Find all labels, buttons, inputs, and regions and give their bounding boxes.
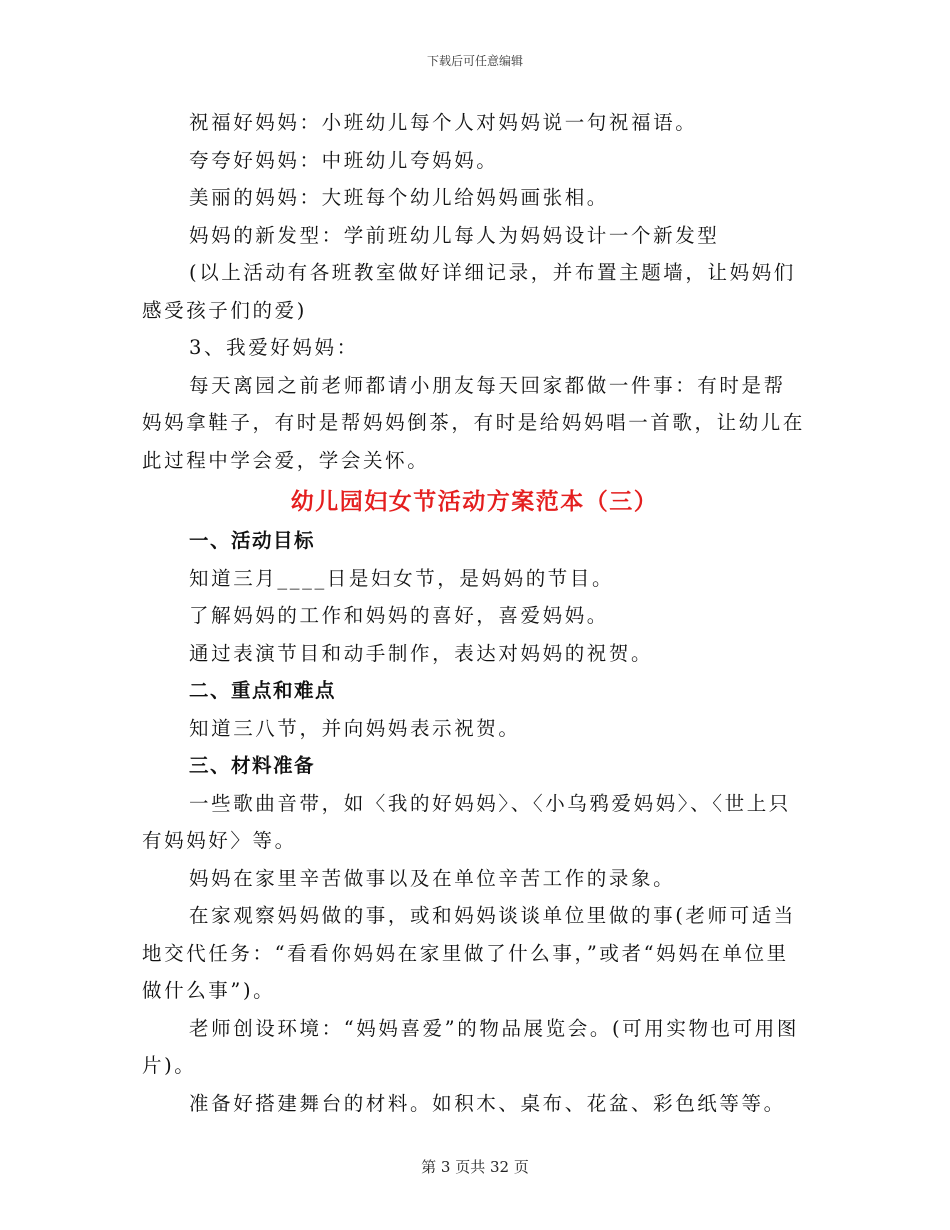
section-heading: 三、材料准备	[189, 754, 316, 777]
paragraph: (以上活动有各班教室做好详细记录，并布置主题墙，让妈妈们感受孩子们的爱)	[142, 261, 796, 322]
paragraph: 妈妈在家里辛苦做事以及在单位辛苦工作的录象。	[189, 866, 676, 890]
paragraph: 妈妈的新发型：学前班幼儿每人为妈妈设计一个新发型	[189, 223, 720, 247]
section-heading: 一、活动目标	[189, 529, 316, 552]
paragraph: 了解妈妈的工作和妈妈的喜好，喜爱妈妈。	[189, 604, 609, 627]
paragraph: 在家观察妈妈做的事，或和妈妈谈谈单位里做的事(老师可适当地交代任务：“看看你妈妈在家里做了什么事，”或者“妈妈在单位里做什么事”)。	[142, 904, 796, 1002]
page-header: 下载后可任意编辑	[426, 54, 523, 68]
document-title: 幼儿园妇女节活动方案范本（三）	[290, 489, 659, 515]
paragraph: 一些歌曲音带，如〈我的好妈妈〉、〈小乌鸦爱妈妈〉、〈世上只有妈妈好〉等。	[142, 791, 791, 852]
subheading: 3、我爱好妈妈：	[189, 336, 359, 359]
paragraph: 美丽的妈妈：大班每个幼儿给妈妈画张相。	[189, 186, 609, 209]
paragraph: 老师创设环境：“妈妈喜爱”的物品展览会。(可用实物也可用图片)。	[142, 1016, 799, 1077]
paragraph: 夸夸好妈妈：中班幼儿夸妈妈。	[189, 148, 499, 172]
paragraph: 通过表演节目和动手制作，表达对妈妈的祝贺。	[189, 641, 654, 665]
document-body	[142, 104, 807, 1122]
paragraph: 准备好搭建舞台的材料。如积木、桌布、花盆、彩色纸等等。	[189, 1091, 786, 1115]
paragraph: 祝福好妈妈：小班幼儿每个人对妈妈说一句祝福语。	[189, 111, 698, 134]
page-footer: 第 3 页共 32 页	[421, 1158, 529, 1176]
section-heading: 二、重点和难点	[189, 679, 337, 702]
paragraph: 每天离园之前老师都请小朋友每天回家都做一件事：有时是帮妈妈拿鞋子，有时是帮妈妈倒茶，有时是给妈妈唱一首歌，让幼儿在此过程中学会爱，学会关怀。	[142, 373, 806, 472]
paragraph: 知道三月____日是妇女节，是妈妈的节目。	[189, 566, 615, 590]
paragraph: 知道三八节，并向妈妈表示祝贺。	[189, 716, 521, 740]
